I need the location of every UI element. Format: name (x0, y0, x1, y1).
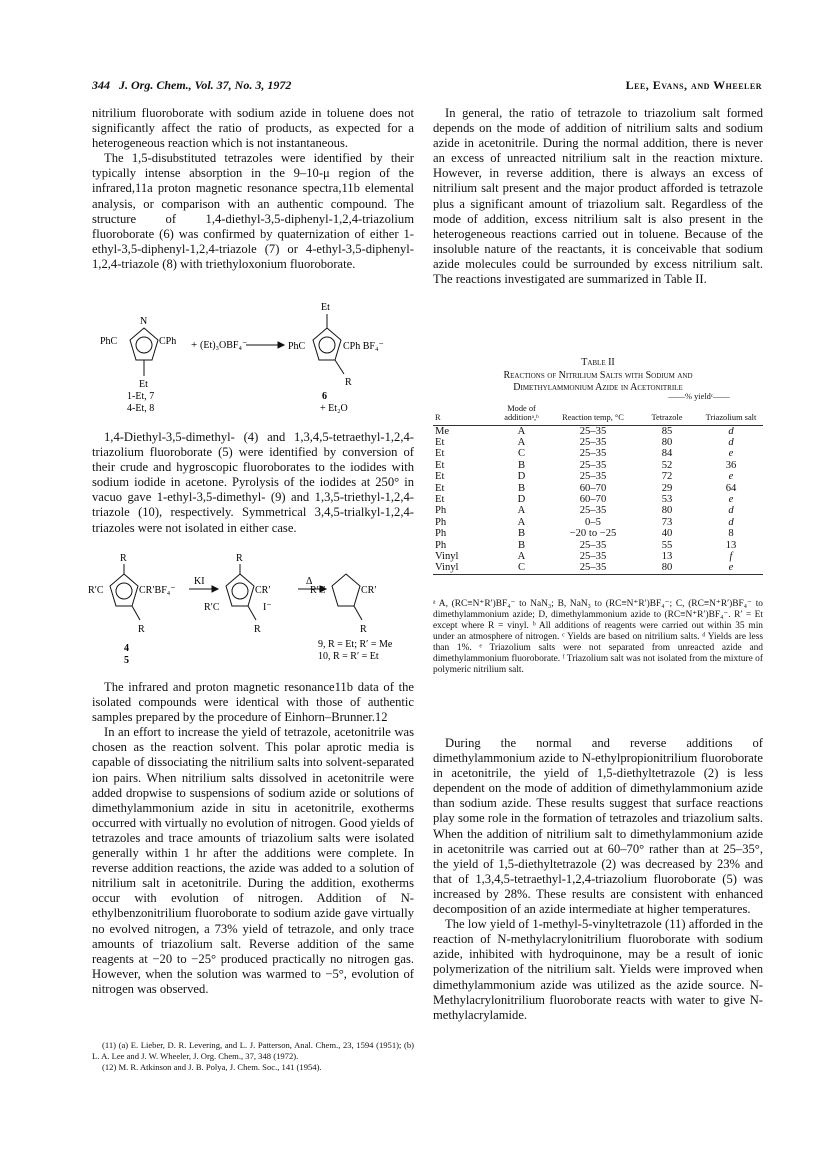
table-caption: Reactions of Nitrilium Salts with Sodium and (503, 369, 693, 381)
reaction-scheme-2 (86, 550, 422, 668)
table-cell: A (517, 516, 526, 528)
substituent-label: CPh BF₄⁻ (343, 341, 384, 352)
substituent-label: R (138, 624, 145, 635)
yield-group-header: ——% yieldᶜ—— (668, 392, 730, 401)
table-cell: 36 (725, 459, 737, 471)
substituent-label: R′C (310, 585, 326, 596)
substituent-label: PhC (288, 341, 306, 352)
substituent-label: PhC (100, 336, 118, 347)
table-cell: C (517, 448, 526, 460)
table-cell: 25–35 (579, 505, 607, 517)
table-cell: C (492, 562, 551, 574)
right-column-bottom (433, 736, 763, 1023)
table-cell: A (517, 505, 526, 517)
table-row (433, 471, 763, 482)
byproduct-label: + Et₂O (320, 403, 348, 414)
table-cell: B (517, 482, 526, 494)
table-cell: Et (435, 471, 445, 483)
table-ii (433, 392, 763, 575)
compound-number: 5 (124, 655, 129, 666)
table-row (433, 494, 763, 505)
table-cell: B (517, 459, 526, 471)
substituent-label: R (254, 624, 261, 635)
table-cell: 25–35 (579, 550, 607, 562)
plus-sign: + (191, 339, 198, 351)
table-cell: Ph (435, 528, 447, 540)
substituent-label: R′C (204, 602, 220, 613)
column-header: Mode of additionᵃ,ᵇ (492, 404, 551, 426)
compound-number: 4-Et, 8 (127, 403, 155, 414)
table-cell: 13 (661, 550, 673, 562)
paragraph: The infrared and proton magnetic resonance11b data of the isolated compounds were identical with those of authentic samples prepared by the procedure of Einhorn–Brunner.12 (92, 680, 414, 725)
table-cell: f (729, 550, 733, 562)
journal-citation: J. Org. Chem., Vol. 37, No. 3, 1972 (119, 78, 292, 92)
left-column-top (92, 106, 414, 272)
table-cell: Me (435, 425, 450, 437)
table-cell: Et (435, 436, 445, 448)
table-cell: 25–35 (579, 425, 607, 437)
table-title (433, 357, 763, 395)
table-cell: Et (435, 482, 445, 494)
table-body (433, 425, 763, 574)
compound-number: 9, R = Et; R′ = Me (318, 639, 393, 650)
paragraph: 1,4-Diethyl-3,5-dimethyl- (4) and 1,3,4,5-tetraethyl-1,2,4-triazolium fluoroborate (5) were identified by conversion of their crude and hygroscopic fluoroborates to the iodides with sodium iodide in acetone. Pyrolysis of the iodides at 250° in vacuo gave 1-ethyl-3,5-dimethyl- (9) and 1,3,5-triethyl-1,2,4-triazole (10), respectively. Symmetrical 3,4,5-trialkyl-1,2,4-triazoles were not isolated in either case. (92, 430, 414, 535)
table-cell: 25–35 (579, 471, 607, 483)
table-cell: 8 (728, 528, 734, 540)
table-cell: 13 (725, 539, 737, 551)
reagent-label: KI (194, 576, 205, 587)
table-footnotes: ᵃ A, (RC≡N⁺R′)BF₄⁻ to NaN₃; B, NaN₃ to (RC≡N⁺R′)BF₄⁻; C, (RC≡N⁺R′)BF₄⁻ to dimethylammonium azide; D, dimethylammonium azide to (RC≡N⁺R′)BF₄⁻. R′ = Et except where R = vinyl. ᵇ All additions of reagents were carried out within 35 min under an atmosphere of nitrogen. ᶜ Yields are based on nitrilium salts. ᵈ Yields are less than 1%. ᵉ Triazolium salts were not separated from unreacted azide and dimethylammonium fluoroborate. ᶠ Triazolium salt was not isolated from the mixture of polymeric nitrilium salt. (433, 599, 763, 675)
compound-number: 4 (124, 643, 129, 654)
table-cell: 60–70 (579, 482, 607, 494)
table-row (433, 425, 763, 437)
substituent-label: R (120, 553, 127, 564)
table-cell: 80 (661, 436, 673, 448)
table-cell: 25–35 (579, 436, 607, 448)
table-cell: 80 (661, 505, 673, 517)
table-cell: 29 (661, 482, 673, 494)
table-cell: 25–35 (579, 459, 607, 471)
table-cell: Ph (435, 505, 447, 517)
table-cell: d (728, 516, 734, 528)
table-cell: e (699, 562, 763, 574)
compound-number: 10, R = R′ = Et (318, 651, 379, 662)
substituent-label: Et (321, 302, 330, 313)
table-cell: A (517, 436, 526, 448)
table-row (433, 483, 763, 494)
ring-n-label: N (140, 316, 148, 327)
substituent-label: CR′ (255, 585, 271, 596)
table-row (433, 528, 763, 539)
table-cell: 60–70 (579, 493, 607, 505)
table-cell: D (517, 471, 526, 483)
table-row (433, 460, 763, 471)
table-cell: A (517, 425, 526, 437)
table-cell: −20 to −25 (569, 528, 617, 540)
table-row (433, 540, 763, 551)
column-header: Triazolium salt (699, 404, 763, 426)
right-column-top (433, 106, 763, 287)
table-cell: Et (435, 493, 445, 505)
table-caption: Dimethylammonium Azide in Acetonitrile (513, 382, 683, 393)
table-cell: 80 (635, 562, 699, 574)
table-cell: d (728, 505, 734, 517)
table-cell: e (728, 448, 734, 460)
table-cell: d (728, 436, 734, 448)
table-cell: 52 (661, 459, 673, 471)
substituent-label: R′C (88, 585, 104, 596)
paragraph: The low yield of 1-methyl-5-vinyltetrazole (11) afforded in the reaction of N-methylacrylonitrilium fluoroborate with sodium azide, inhibited with hydroquinone, may be a result of ionic polymerization of the nitrilium salt. Yields were improved when dimethylammonium azide was utilized as the azide source. N-Methylacrylonitrilium fluoroborate reacts with water to give N-methylacrylamide. (433, 917, 763, 1022)
table-cell: D (517, 493, 526, 505)
table-cell: 53 (661, 493, 673, 505)
substituent-label: Et (139, 379, 148, 390)
footnotes (92, 1040, 414, 1073)
table-cell: d (728, 425, 734, 437)
table-cell: 84 (661, 448, 673, 460)
substituent-label: R (360, 624, 367, 635)
table-cell: Vinyl (435, 550, 459, 562)
column-header: Reaction temp, °C (551, 404, 635, 426)
table-row (433, 562, 763, 574)
table-row (433, 448, 763, 459)
page-header (92, 78, 762, 94)
paragraph: nitrilium fluoroborate with sodium azide in toluene does not significantly affect the ratio of products, as expected for a heterogeneous reaction which is not instantaneous. (92, 106, 414, 151)
substituent-label: CR′BF₄⁻ (139, 585, 176, 596)
table-row (433, 505, 763, 516)
table-row (433, 517, 763, 528)
table-cell: B (517, 539, 526, 551)
paragraph: In an effort to increase the yield of tetrazole, acetonitrile was chosen as the reaction solvent. This polar aprotic media is capable of dissociating the nitrilium salts into solvent-separated ion pairs. When nitrilium salts dissolved in acetonitrile were added dropwise to suspensions of sodium azide or solutions of dimethylammonium azide in situ in acetonitrile, exotherms occurred with virtually no evolution of nitrogen. Good yields of tetrazoles and trace amounts of triazolium salts were isolated generally within 1 hr after the additions were complete. In reverse addition reactions, the azide was added to a solution of nitrilium salt in acetonitrile. During the addition, exotherms occur with evolution of nitrogen. Addition of N-ethylbenzonitrilium fluoroborate to sodium azide gave virtually no evolved nitrogen, a 73% yield of tetrazole, and only trace amounts of triazolium salt. Reverse addition of the same reagents at −20 to −25° produced practically no nitrogen gas. However, when the solution was warmed to −5°, evolution of nitrogen was observed. (92, 725, 414, 996)
table-cell: 72 (661, 471, 673, 483)
table-cell: e (728, 471, 734, 483)
table-cell: 25–35 (551, 562, 635, 574)
table-row (433, 551, 763, 562)
table-cell: 64 (725, 482, 737, 494)
table-cell: Vinyl (433, 562, 492, 574)
table-cell: 73 (661, 516, 673, 528)
reaction-scheme-1 (92, 298, 422, 418)
footnote: (12) M. R. Atkinson and J. B. Polya, J. Chem. Soc., 141 (1954). (102, 1062, 322, 1072)
heat-label: Δ (306, 576, 313, 587)
table-cell: 25–35 (579, 448, 607, 460)
table-cell: Et (435, 448, 445, 460)
page-number: 344 (92, 78, 110, 92)
table-cell: e (728, 493, 734, 505)
table-cell: Et (435, 459, 445, 471)
table-cell: B (517, 528, 526, 540)
table-cell: 40 (661, 528, 673, 540)
table-cell: 25–35 (579, 539, 607, 551)
left-column-bottom (92, 680, 414, 997)
substituent-label: R (345, 377, 352, 388)
table-cell: A (517, 550, 526, 562)
table-cell: 0–5 (585, 516, 601, 528)
column-header: R (433, 404, 492, 426)
running-authors: Lee, Evans, and Wheeler (625, 78, 762, 92)
table-cell: Ph (435, 516, 447, 528)
table-cell: 85 (661, 425, 673, 437)
column-header: Tetrazole (635, 404, 699, 426)
paragraph: During the normal and reverse additions of dimethylammonium azide to N-ethylpropionitrilium fluoroborate in acetonitrile, the yield of 1,5-diethyltetrazole (2) is less dependent on the mode of addition of dimethylammonium azide than sodium azide. These results suggest that surface reactions play some role in the formation of tetrazoles and triazolium salts. When the addition of nitrilium salt to dimethylammonium azide in acetonitrile was carried out at 60–70° rather than at 25–35°, the yield of 1,5-diethyltetrazole (2) was decreased by 23% and that of 1,3,4,5-tetraethyl-1,2,4-triazolium fluoroborate (5) was increased by 28%. These results are consistent with enhanced decomposition of an azide intermediate at higher temperatures. (433, 736, 763, 917)
reagent-label: (Et)₃OBF₄⁻ (200, 340, 248, 351)
iodide-label: I⁻ (263, 602, 272, 613)
left-column-middle (92, 430, 414, 536)
paragraph: In general, the ratio of tetrazole to triazolium salt formed depends on the mode of addition of nitrilium salts and sodium azide in acetonitrile. During the normal addition, there is never an excess of unreacted nitrilium salt in the reaction mixture. However, in reverse addition, there is always an excess of nitrilium salt present and the major product afforded is tetrazole plus a significant amount of triazolium salt. Regardless of the mode of addition, excess nitrilium salt is also present in the heterogeneous reactions carried out in toluene. Because of the insoluble nature of the reactants, it is conceivable that sodium azide molecules could be surrounded by excess nitrilium salt. The reactions investigated are summarized in Table II. (433, 106, 763, 287)
substituent-label: CR′ (361, 585, 377, 596)
footnote: (11) (a) E. Lieber, D. R. Levering, and L. J. Patterson, Anal. Chem., 23, 1594 (1951); (b) L. A. Lee and J. W. Wheeler, J. Org. Chem., 37, 348 (1972). (92, 1040, 414, 1061)
paragraph: The 1,5-disubstituted tetrazoles were identified by their typically intense absorption in the 9–10-μ region of the infrared,11a proton magnetic resonance spectra,11b elemental analysis, or comparison with an authentic compound. The structure of 1,4-diethyl-3,5-diphenyl-1,2,4-triazolium fluoroborate (6) was confirmed by quaternization of either 1-ethyl-3,5-diphenyl-1,2,4-triazole (7) or 4-ethyl-3,5-diphenyl-1,2,4-triazole (8) with triethyloxonium fluoroborate. (92, 151, 414, 271)
compound-number: 6 (322, 391, 327, 402)
table-label: Table II (581, 357, 615, 368)
table-cell: Ph (435, 539, 447, 551)
table-row (433, 437, 763, 448)
substituent-label: CPh (159, 336, 177, 347)
substituent-label: R (236, 553, 243, 564)
compound-number: 1-Et, 7 (127, 391, 155, 402)
table-cell: 55 (661, 539, 673, 551)
